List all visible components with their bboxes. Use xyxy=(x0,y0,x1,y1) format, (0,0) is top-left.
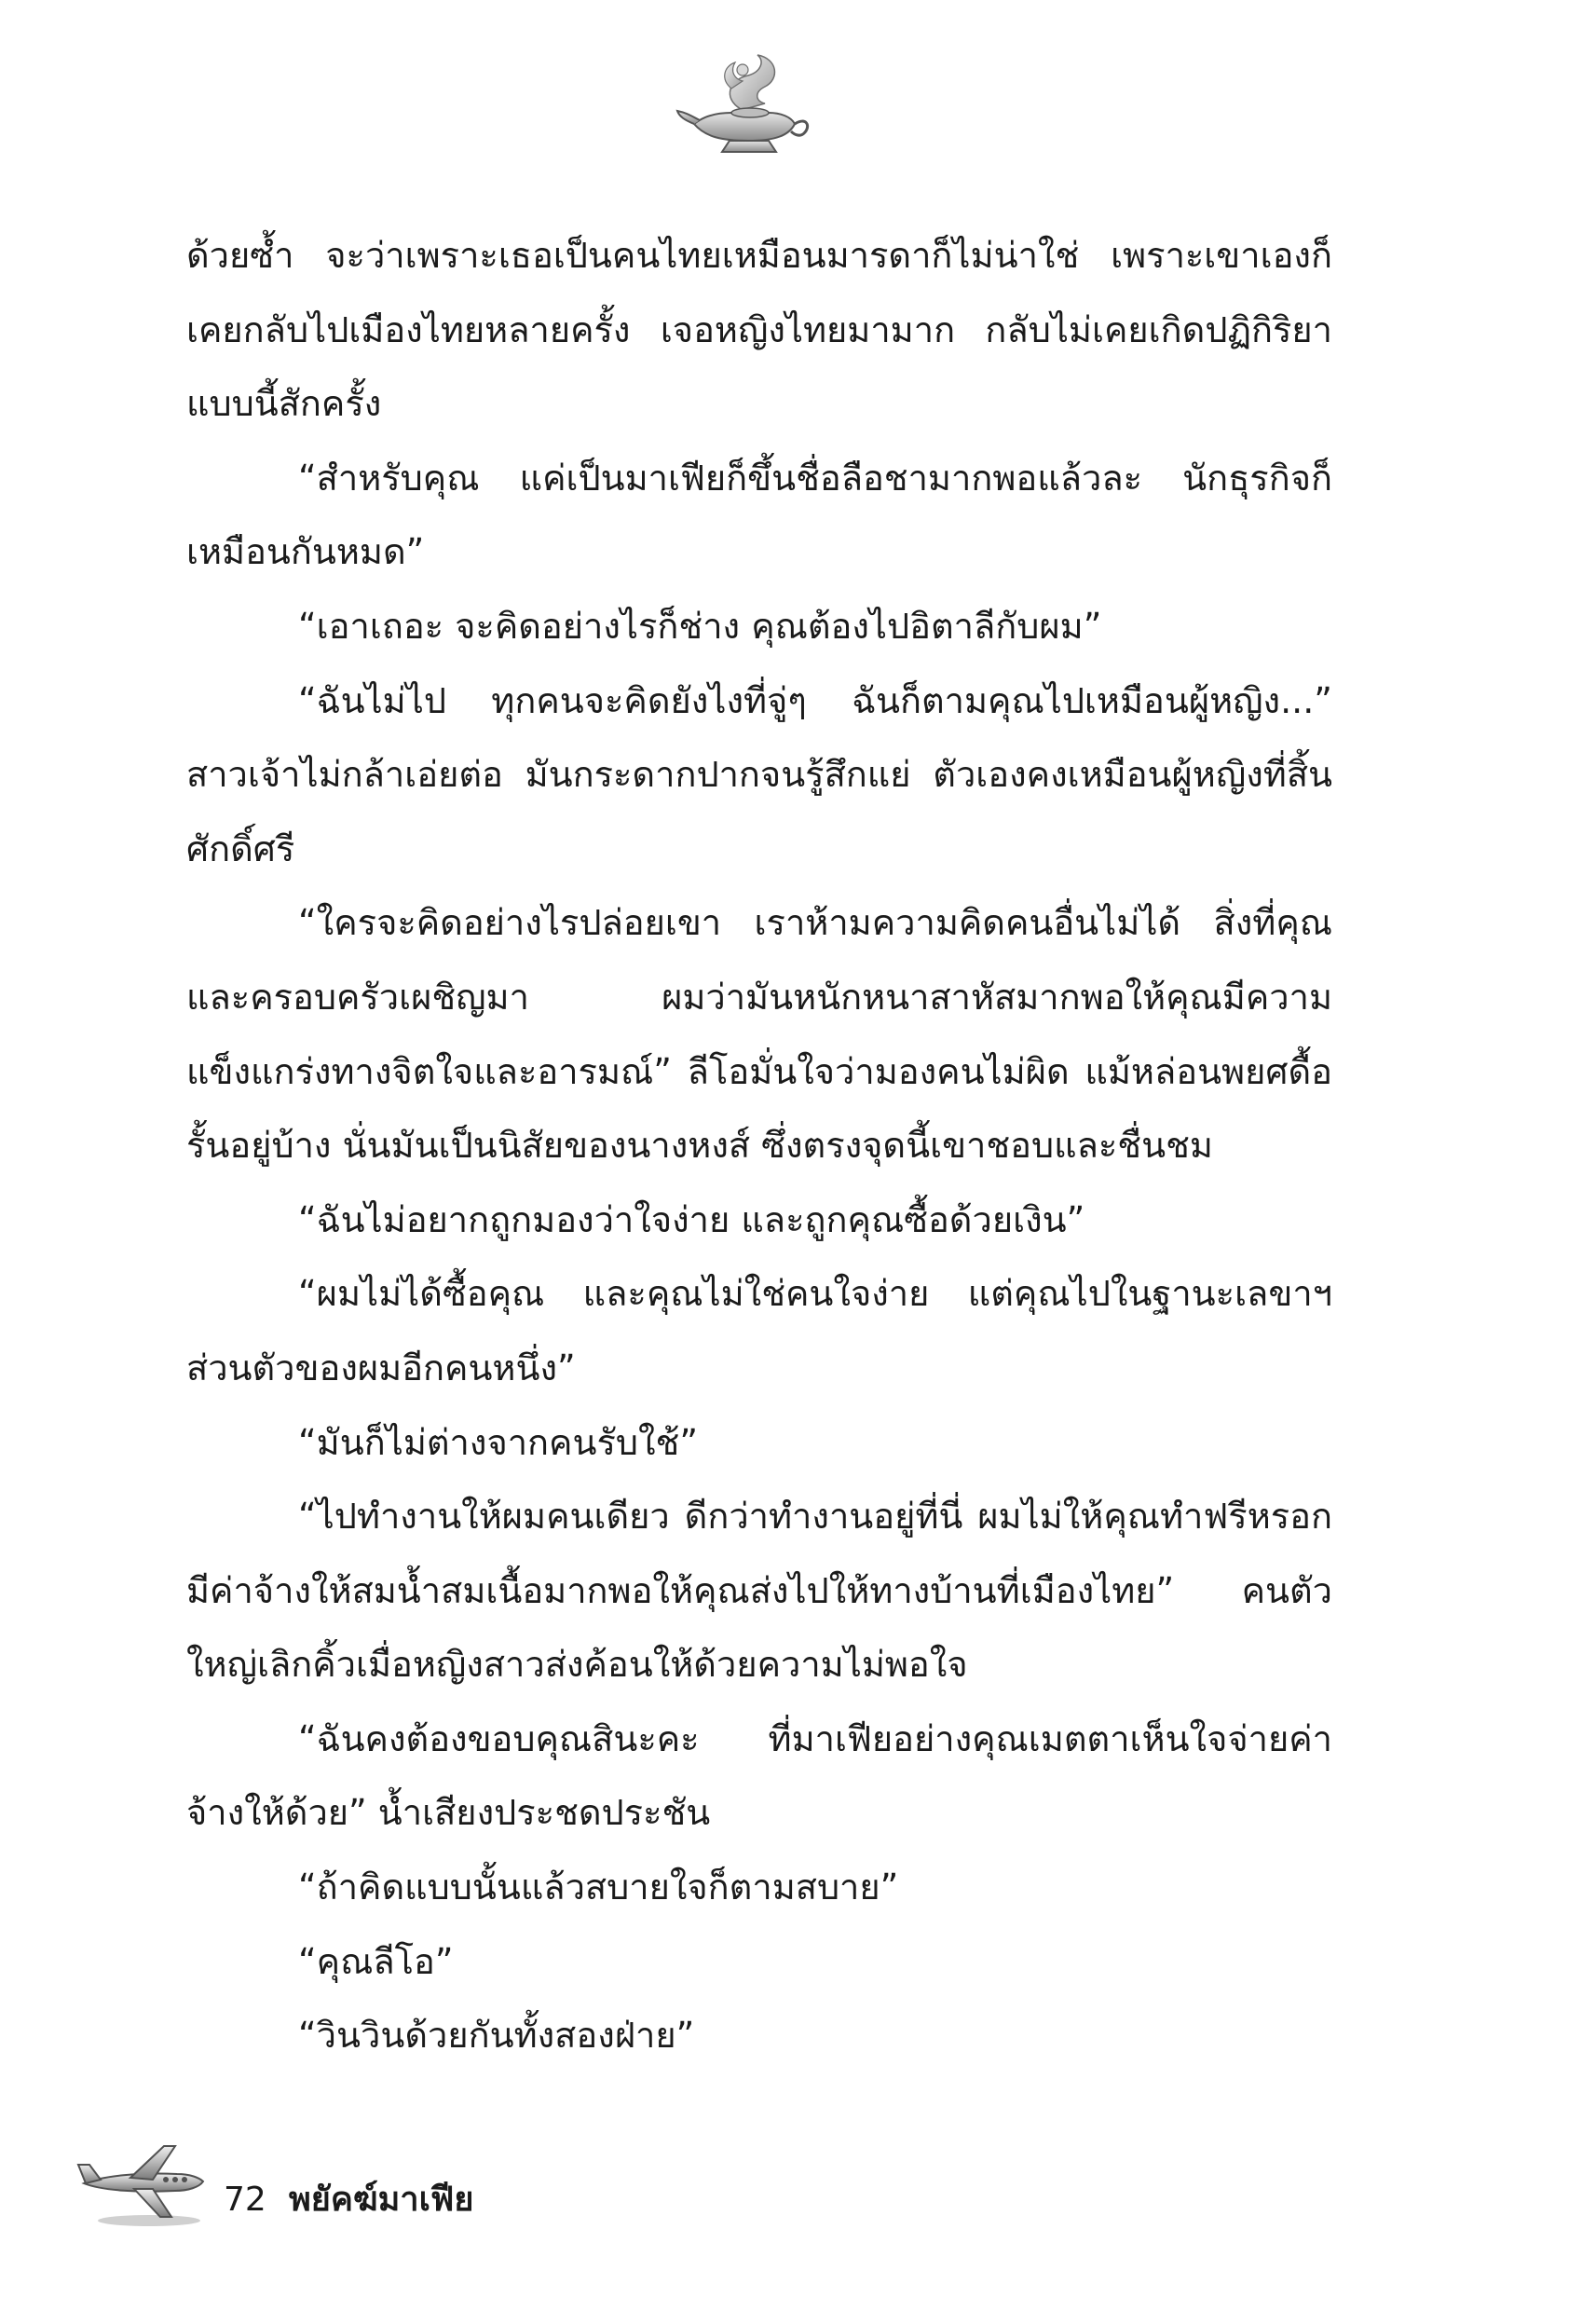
paragraph: “ใครจะคิดอย่างไรปล่อยเขา เราห้ามความคิดคนอื่นไม่ได้ สิ่งที่คุณและครอบครัวเผชิญมา ผมว่ามันหนักหนาสาหัสมากพอให้คุณมีความแข็งแกร่งทางจิตใจและอารมณ์” ลีโอมั่นใจว่ามองคนไม่ผิด แม้หล่อนพยศดื้อรั้นอยู่บ้าง นั่นมันเป็นนิสัยของนางหงส์ ซึ่งตรงจุดนี้เขาชอบและชื่นชม xyxy=(186,902,1332,1167)
paragraph: “ฉันคงต้องขอบคุณสินะคะ ที่มาเฟียอย่างคุณเมตตาเห็นใจจ่ายค่าจ้างให้ด้วย” น้ำเสียงประชดประชัน xyxy=(186,1717,1332,1834)
paragraph: “ผมไม่ได้ซื้อคุณ และคุณไม่ใช่คนใจง่าย แต่คุณไปในฐานะเลขาฯ ส่วนตัวของผมอีกคนหนึ่ง” xyxy=(186,1273,1332,1388)
paragraph: “มันก็ไม่ต่างจากคนรับใช้” xyxy=(298,1421,699,1463)
paragraph: ด้วยซ้ำ จะว่าเพราะเธอเป็นคนไทยเหมือนมารดาก็ไม่น่าใช่ เพราะเขาเองก็เคยกลับไปเมืองไทยหลายครั้ง เจอหญิงไทยมามาก กลับไม่เคยเกิดปฏิกิริยาแบบนี้สักครั้ง xyxy=(186,235,1332,425)
page-number: 72 xyxy=(224,2181,266,2219)
paragraph: “คุณลีโอ” xyxy=(298,1940,454,1982)
page-footer xyxy=(75,2139,727,2241)
airplane-icon xyxy=(75,2139,214,2232)
paragraph: “เอาเถอะ จะคิดอย่างไรก็ช่าง คุณต้องไปอิตาลีกับผม” xyxy=(298,605,1102,647)
paragraph: “ฉันไม่อยากถูกมองว่าใจง่าย และถูกคุณซื้อด้วยเงิน” xyxy=(298,1198,1085,1240)
genie-lamp-icon xyxy=(675,51,815,158)
paragraph: “ถ้าคิดแบบนั้นแล้วสบายใจก็ตามสบาย” xyxy=(298,1867,899,1908)
paragraph: “ไปทำงานให้ผมคนเดียว ดีกว่าทำงานอยู่ที่นี่ ผมไม่ให้คุณทำฟรีหรอก มีค่าจ้างให้สมน้ำสมเนื้อมากพอให้คุณส่งไปให้ทางบ้านที่เมืองไทย” คนตัวใหญ่เลิกคิ้วเมื่อหญิงสาวส่งค้อนให้ด้วยความไม่พอใจ xyxy=(186,1496,1332,1686)
paragraph: “สำหรับคุณ แค่เป็นมาเฟียก็ขึ้นชื่อลือชามากพอแล้วละ นักธุรกิจก็เหมือนกันหมด” xyxy=(186,457,1332,573)
body-text xyxy=(186,219,1332,2073)
paragraph: “ฉันไม่ไป ทุกคนจะคิดยังไงที่จู่ๆ ฉันก็ตามคุณไปเหมือนผู้หญิง...” สาวเจ้าไม่กล้าเอ่ยต่อ มันกระดากปากจนรู้สึกแย่ ตัวเองคงเหมือนผู้หญิงที่สิ้นศักดิ์ศรี xyxy=(186,679,1332,869)
book-title: พยัคฆ์มาเฟีย xyxy=(289,2181,474,2219)
paragraph: “วินวินด้วยกันทั้งสองฝ่าย” xyxy=(298,2015,695,2057)
